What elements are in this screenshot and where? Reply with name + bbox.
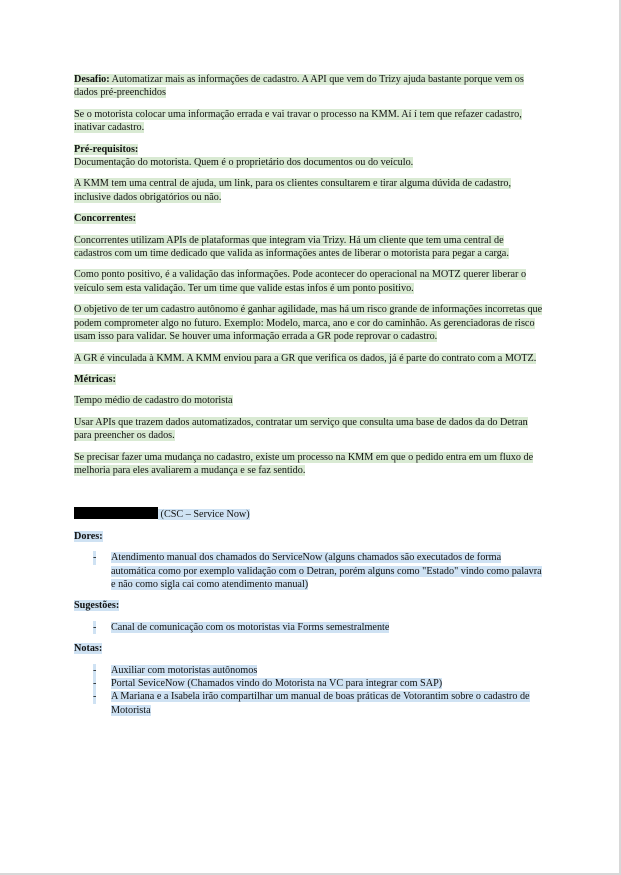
kmm-text: A KMM tem uma central de ajuda, um link, para os clientes consultarem e tirar alguma dúvida de cadastro, inclusive dados obrigatórios ou não.: [74, 178, 512, 203]
desafio-label: Desafio:: [74, 74, 110, 85]
tempo-text: Tempo médio de cadastro do motorista: [74, 395, 233, 407]
objetivo-paragraph: [74, 303, 544, 343]
csc-heading: [74, 507, 544, 521]
usar-paragraph: [74, 416, 544, 443]
notas-item-text: Auxiliar com motoristas autônomos: [111, 664, 258, 676]
sugestoes-item-text: Canal de comunicação com os motoristas via Forms semestralmente: [111, 621, 390, 633]
desafio-paragraph: [74, 73, 544, 100]
prereq-label: Pré-requisitos:: [74, 143, 139, 155]
prereq-paragraph: [74, 143, 544, 170]
metricas-heading: [74, 373, 544, 386]
bullet-dash: -: [93, 552, 97, 564]
sugestoes-list: [74, 621, 544, 634]
list-item: [74, 664, 544, 677]
motorista-paragraph: [74, 108, 544, 135]
dores-item-text: Atendimento manual dos chamados do ServiceNow (alguns chamados são executados de forma automática como por exemplo validação com o Detran, porém alguns como "Estado" vindo como palavra e não como sigla cai como atendimento manual): [111, 552, 542, 590]
concorrentes-paragraph: [74, 234, 544, 261]
sugestoes-label: Sugestões:: [74, 600, 120, 612]
notas-item-text: A Mariana e a Isabela irão compartilhar um manual de boas práticas de Votorantim sobre o cadastro de Motorista: [111, 691, 530, 716]
section-spacer: [74, 485, 544, 507]
list-item: [74, 621, 544, 634]
metricas-label: Métricas:: [74, 373, 116, 385]
objetivo-text: O objetivo de ter um cadastro autônomo é ganhar agilidade, mas há um risco grande de informações incorretas que podem comprometer algo no futuro. Exemplo: Modelo, marca, ano e cor do caminhão. As gerenciadoras de risco usam isso para validar. Se houver uma informação errada a GR pode reprovar o cadastro.: [74, 304, 543, 343]
ponto-paragraph: [74, 268, 544, 295]
notas-label: Notas:: [74, 643, 103, 655]
desafio-text: Automatizar mais as informações de cadastro. A API que vem do Trizy ajuda bastante porque vem os dados pré-preenchidos: [74, 74, 524, 99]
motorista-text: Se o motorista colocar uma informação errada e vai travar o processo na KMM. Aí í tem que refazer cadastro, inativar cadastro.: [74, 108, 522, 134]
dores-list: [74, 551, 544, 591]
notas-item-text: Portal SeviceNow (Chamados vindo do Motorista na VC para integrar com SAP): [111, 678, 443, 689]
bullet-dash: -: [93, 691, 97, 703]
bullet-dash: -: [93, 678, 97, 689]
document-content: [74, 73, 544, 725]
prereq-text: Documentação do motorista. Quem é o proprietário dos documentos ou do veículo.: [74, 157, 414, 169]
kmm-paragraph: [74, 177, 544, 204]
gr-text: A GR é vinculada à KMM. A KMM enviou para a GR que verifica os dados, já é parte do contrato com a MOTZ.: [74, 352, 537, 364]
mudanca-text: Se precisar fazer uma mudança no cadastro, existe um processo na KMM em que o pedido entra em um fluxo de melhoria para eles avaliarem a mudança e se faz sentido.: [74, 451, 534, 476]
mudanca-paragraph: [74, 451, 544, 478]
gr-paragraph: [74, 352, 544, 365]
csc-text: (CSC – Service Now): [158, 509, 250, 521]
sugestoes-heading: [74, 599, 544, 612]
dores-heading: [74, 530, 544, 543]
tempo-paragraph: [74, 394, 544, 407]
list-item: [74, 677, 544, 690]
dores-label: Dores:: [74, 530, 103, 542]
notas-heading: [74, 642, 544, 655]
list-item: [74, 690, 544, 717]
redacted-name-block: [74, 507, 158, 519]
bullet-dash: -: [93, 621, 97, 633]
list-item: [74, 551, 544, 591]
bullet-dash: -: [93, 664, 97, 676]
concorrentes-label: Concorrentes:: [74, 213, 137, 225]
ponto-text: Como ponto positivo, é a validação das informações. Pode acontecer do operacional na MOTZ querer liberar o veículo sem esta validação. Ter um time que valide estas infos é um ponto positivo.: [74, 269, 527, 294]
concorrentes-text: Concorrentes utilizam APIs de plataformas que integram via Trizy. Há um cliente que tem uma central de cadastros com um time dedicado que valida as informações antes de liberar o motorista para pegar a carga.: [74, 234, 509, 260]
notas-list: [74, 664, 544, 718]
usar-text: Usar APIs que trazem dados automatizados, contratar um serviço que consulta uma base de dados da do Detran para preencher os dados.: [74, 416, 528, 442]
concorrentes-heading: [74, 212, 544, 225]
